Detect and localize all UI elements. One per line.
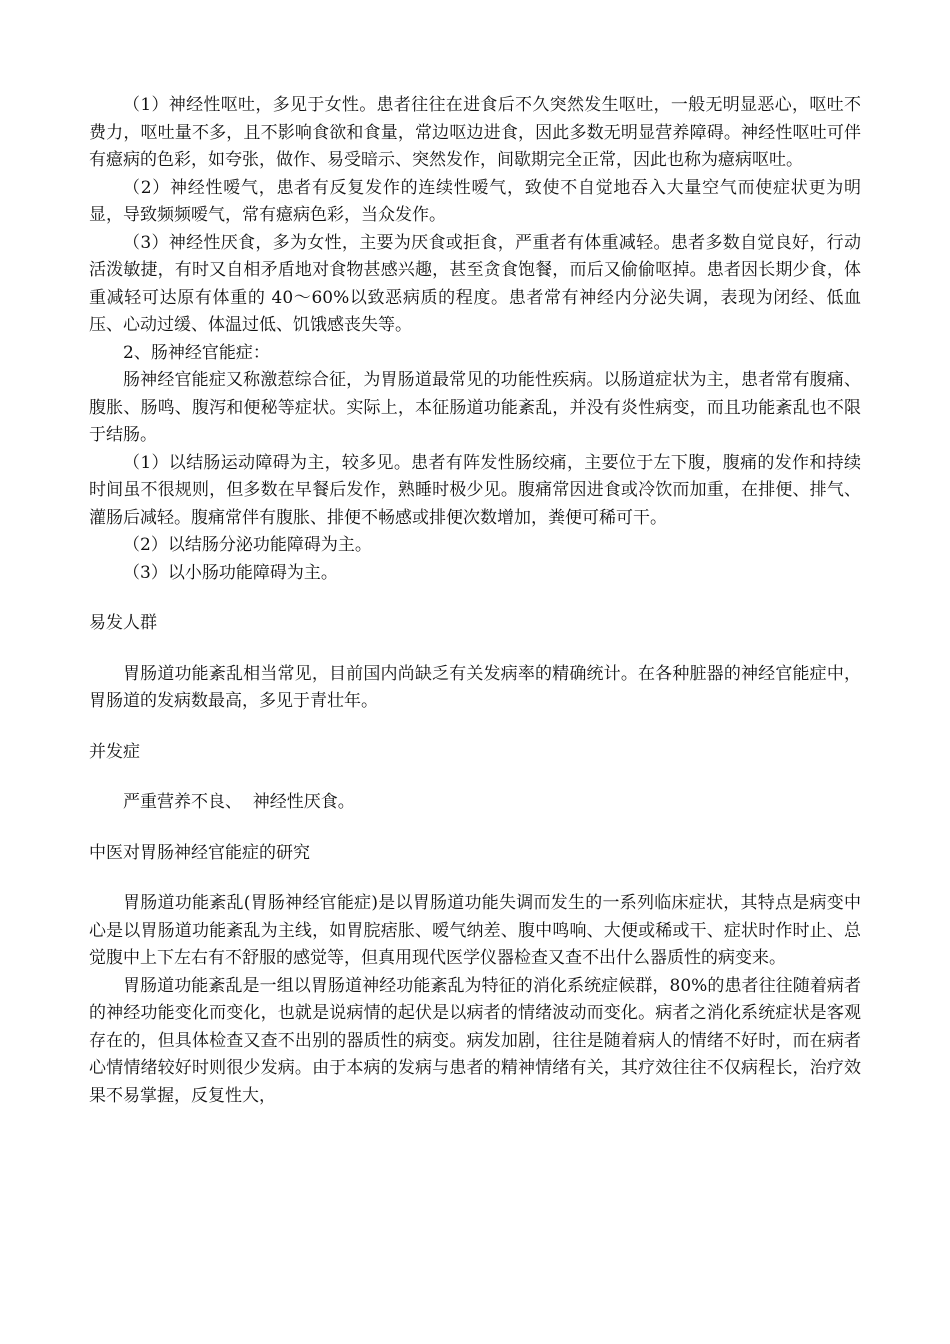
paragraph-anorexia-nervosa: （3）神经性厌食，多为女性，主要为厌食或拒食，严重者有体重减轻。患者多数自觉良好，行动活泼敏捷，有时又自相矛盾地对食物甚感兴趣，甚至贪食饱餐，而后又偷偷呕掉。患者因长期少食，体重减轻可达原有体重的 40～60%以致恶病质的程度。患者常有神经内分泌失调，表现为闭经、低血压、心动过缓、体温过低、饥饿感丧失等。 xyxy=(89,232,861,335)
paragraph-susceptible-population: 胃肠道功能紊乱相当常见，目前国内尚缺乏有关发病率的精确统计。在各种脏器的神经官能症中，胃肠道的发病数最高，多见于青壮年。 xyxy=(89,663,861,711)
heading-complications: 并发症 xyxy=(89,741,140,762)
paragraph-neurogenic-vomiting: （1）神经性呕吐，多见于女性。患者往往在进食后不久突然发生呕吐，一般无明显恶心，呕吐不费力，呕吐量不多，且不影响食欲和食量，常边呕边进食，因此多数无明显营养障碍。神经性呕吐可伴有癔病的色彩，如夸张，做作、易受暗示、突然发作，间歇期完全正常，因此也称为癔病呕吐。 xyxy=(89,95,861,170)
paragraph-complications: 严重营养不良、 神经性厌食。 xyxy=(123,792,355,812)
section-title-intestinal-neurosis: 2、肠神经官能症： xyxy=(123,342,270,363)
heading-susceptible-population: 易发人群 xyxy=(89,613,157,633)
heading-tcm-research: 中医对胃肠神经官能症的研究 xyxy=(89,842,310,863)
paragraph-neurogenic-belching: （2）神经性嗳气，患者有反复发作的连续性嗳气，致使不自觉地吞入大量空气而使症状更为明显，导致频频嗳气，常有癔病色彩，当众发作。 xyxy=(89,177,861,225)
paragraph-colon-motor-disorder: （1）以结肠运动障碍为主，较多见。患者有阵发性肠绞痛，主要位于左下腹，腹痛的发作和持续时间虽不很规则，但多数在早餐后发作，熟睡时极少见。腹痛常因进食或冷饮而加重，在排便、排气、灌肠后减轻。腹痛常伴有腹胀、排便不畅感或排便次数增加，粪便可稀可干。 xyxy=(89,452,861,528)
paragraph-intestinal-neurosis-intro: 肠神经官能症又称激惹综合征，为胃肠道最常见的功能性疾病。以肠道症状为主，患者常有腹痛、腹胀、肠鸣、腹泻和便秘等症状。实际上，本征肠道功能紊乱，并没有炎性病变，而且功能紊乱也不限于结肠。 xyxy=(89,370,861,445)
paragraph-tcm-definition: 胃肠道功能紊乱(胃肠神经官能症)是以胃肠道功能失调而发生的一系列临床症状，其特点是病变中心是以胃肠道功能紊乱为主线，如胃脘痞胀、嗳气纳差、腹中鸣响、大便或稀或干、症状时作时止、总觉腹中上下左右有不舒服的感觉等，但真用现代医学仪器检查又查不出什么器质性的病变来。 xyxy=(89,893,861,968)
paragraph-colon-secretory-disorder: （2）以结肠分泌功能障碍为主。 xyxy=(123,535,372,555)
document-page xyxy=(89,92,861,1110)
paragraph-tcm-characteristics: 胃肠道功能紊乱是一组以胃肠道神经功能紊乱为特征的消化系统症候群，80%的患者往往随着病者的神经功能变化而变化，也就是说病情的起伏是以病者的情绪波动而变化。病者之消化系统症状是客观存在的，但具体检查又查不出别的器质性的病变。病发加剧，往往是随着病人的情绪不好时，而在病者心情情绪较好时则很少发病。由于本病的发病与患者的精神情绪有关，其疗效往往不仅病程长，治疗效果不易掌握，反复性大， xyxy=(89,975,861,1106)
paragraph-small-intestine-disorder: （3）以小肠功能障碍为主。 xyxy=(123,562,338,583)
